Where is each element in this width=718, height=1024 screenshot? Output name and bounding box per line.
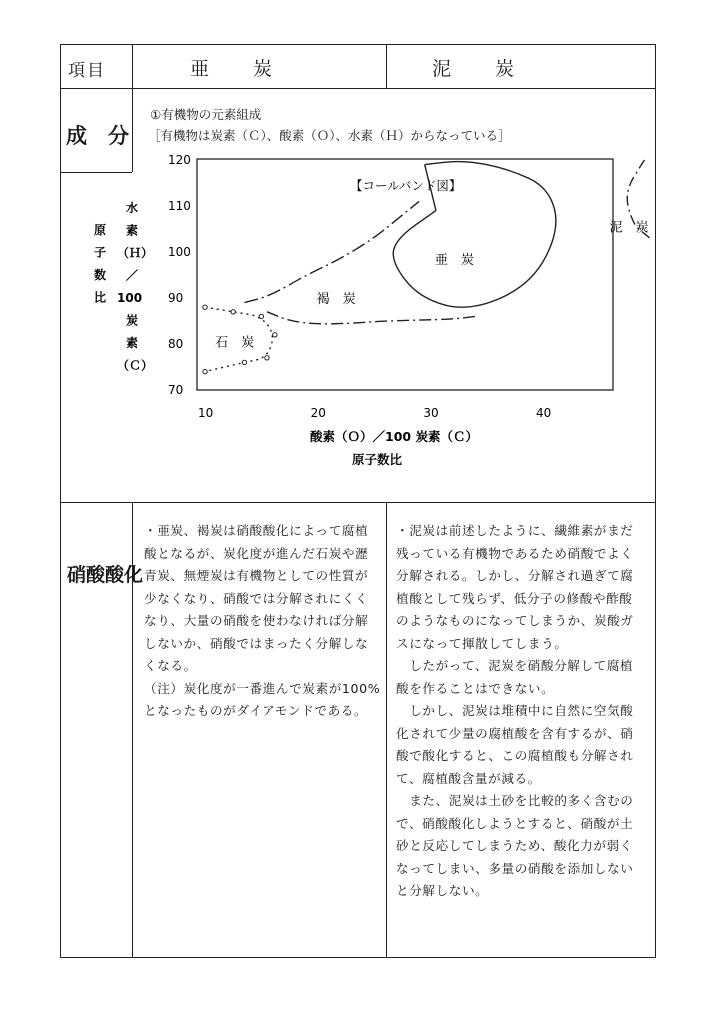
y-tick-label: 90	[168, 291, 184, 305]
y-label-line: 素	[126, 336, 139, 350]
y-label-line: 炭	[126, 313, 139, 328]
peat-text-line: のようなものになってしまうか、炭酸ガ	[396, 613, 634, 628]
peat-text-line: 植酸として残らず、低分子の修酸や酢酸	[396, 590, 633, 606]
x-tick-label: 40	[536, 406, 552, 420]
coal-band-chart	[0, 0, 718, 480]
region-label: 石 炭	[215, 335, 255, 351]
lignite-header: 亜 炭	[190, 58, 275, 80]
lignite-text-line: なり、大量の硝酸を使わなければ分解	[144, 613, 369, 628]
lignite-text-line: （注）炭化度が一番進んで炭素が100%	[144, 680, 381, 696]
peat-text-line: また、泥炭は土砂を比較的多く含むの	[396, 793, 634, 808]
y-tick-label: 100	[168, 245, 191, 259]
oxidation-column-divider	[386, 502, 387, 958]
lignite-text-line: となったものがダイアモンドである。	[144, 703, 368, 718]
region-label: 褐 炭	[316, 292, 356, 307]
coal-point-marker	[265, 356, 269, 360]
x-tick-label: 30	[423, 406, 439, 420]
peat-text-line: なってしまい、多量の硝酸を添加しない	[396, 860, 634, 876]
lignite-text-line: くなる。	[144, 658, 197, 673]
y-tick-label: 80	[168, 337, 184, 351]
peat-text-line: 化されて少量の腐植酸を含有するが、硝	[396, 725, 634, 741]
peat-text-line: 分解される。しかし、分解され過ぎて腐	[396, 568, 634, 583]
peat-text-line: 酸で酸化すると、この腐植酸も分解され	[396, 748, 634, 763]
peat-oxidation-text	[396, 520, 652, 903]
y-label2-line: 子	[94, 245, 107, 260]
composition-divider	[60, 502, 656, 503]
lignite-text-line: ・亜炭、褐炭は硝酸酸化によって腐植	[144, 523, 369, 538]
peat-text-line: て、腐植酸含量が減る。	[396, 770, 541, 786]
y-axis-label-2	[94, 222, 106, 305]
coal-point-marker	[259, 314, 263, 318]
lignite-text-line: 青炭、無煙炭は有機物としての性質が	[144, 568, 369, 583]
y-label2-line: 原	[94, 223, 107, 237]
lignite-text-line: しないか、硝酸ではまったく分解しな	[144, 635, 369, 651]
chart-title: 【コールバンド図】	[350, 178, 462, 193]
peat-text-line: 残っている有機物であるため硝酸でよく	[396, 545, 634, 561]
y-tick-label: 110	[168, 199, 191, 213]
y-label-line: （Ｈ）	[117, 246, 154, 260]
region-label: 亜 炭	[434, 252, 474, 268]
peat-text-line: 砂と反応してしまうため、酸化力が弱く	[396, 838, 633, 853]
y-label2-line: 数	[94, 268, 107, 282]
y-label-line: 100	[117, 291, 143, 305]
peat-header: 泥 炭	[432, 58, 517, 80]
y-label-line: 水	[126, 201, 139, 215]
region-label: 泥 炭	[609, 220, 649, 236]
plot-frame	[197, 159, 613, 390]
x-axis-label: 酸素（Ｏ）／100 炭素（Ｃ）	[310, 429, 478, 444]
lignite-oxidation-text	[144, 520, 382, 723]
y-label-line: ／	[126, 268, 139, 283]
oxidation-row-label: 硝酸酸化	[67, 564, 144, 586]
peat-text-line: と分解しない。	[396, 883, 489, 898]
coal-point-marker	[203, 369, 207, 373]
coal-point-marker	[203, 305, 207, 309]
y-label-line: 素	[126, 223, 139, 238]
coal-point-marker	[242, 360, 246, 364]
y-label2-line: 比	[94, 290, 107, 305]
x-axis-label-2: 原子数比	[352, 452, 403, 467]
composition-note: ［有機物は炭素（Ｃ）、酸素（Ｏ）、水素（Ｈ）からなっている］	[148, 128, 511, 143]
lignite-text-line: 酸となるが、炭化度が進んだ石炭や瀝	[144, 545, 369, 561]
peat-text-line: しかし、泥炭は堆積中に自然に空気酸	[396, 703, 634, 718]
coal-point-marker	[273, 333, 277, 337]
y-axis-label	[117, 200, 153, 373]
peat-text-line: で、硝酸酸化しようとすると、硝酸が土	[396, 815, 634, 831]
y-label-line: （Ｃ）	[117, 358, 154, 373]
y-tick-label: 70	[168, 383, 184, 397]
composition-subtitle: ①有機物の元素組成	[150, 107, 262, 122]
composition-row-label: 成 分	[66, 123, 129, 148]
peat-text-line: 酸を作ることはできない。	[396, 680, 555, 696]
x-tick-label: 10	[198, 406, 214, 420]
y-tick-label: 120	[168, 153, 191, 167]
peat-text-line: ・泥炭は前述したように、繊維素がまだ	[396, 523, 634, 538]
lignite-text-line: 少なくなり、硝酸では分解されにくく	[144, 590, 369, 606]
peat-text-line: スになって揮散してしまう。	[396, 635, 568, 651]
item-header: 項目	[68, 61, 106, 81]
lower-band-line	[267, 312, 475, 324]
peat-text-line: したがって、泥炭を硝酸分解して腐植	[396, 658, 634, 673]
coal-point-marker	[231, 310, 235, 314]
x-tick-label: 20	[310, 406, 326, 420]
